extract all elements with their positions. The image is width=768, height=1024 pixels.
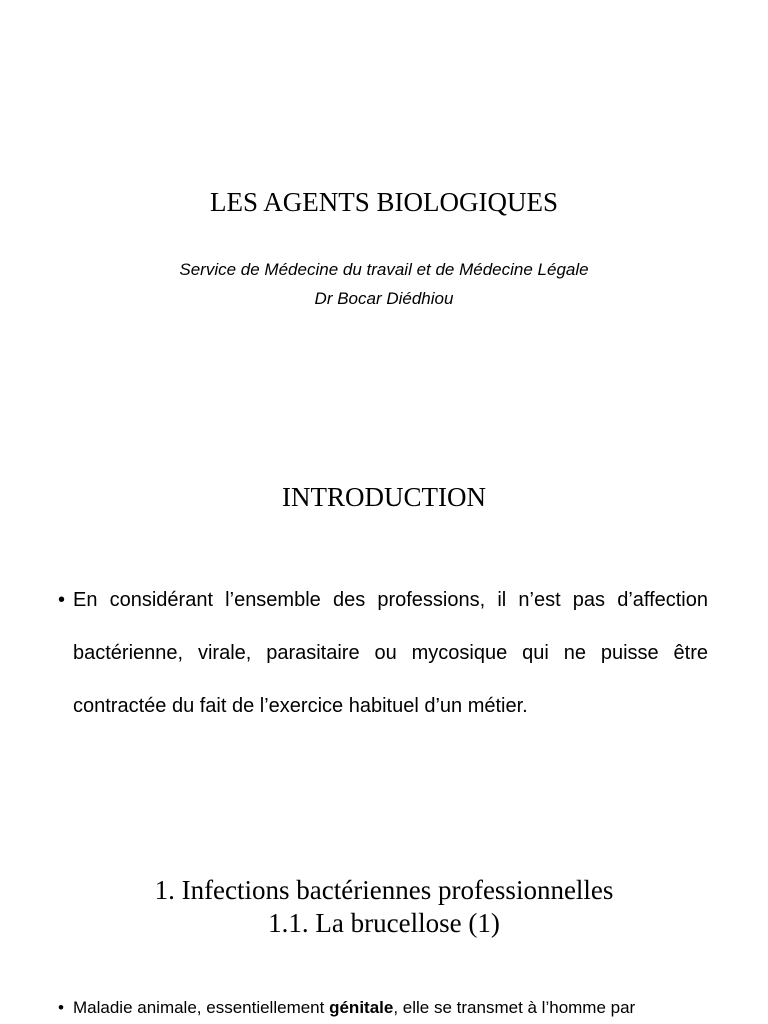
brucellose-text-bold: génitale	[329, 998, 394, 1017]
brucellose-text-end: , elle se transmet à l’homme par	[393, 998, 636, 1017]
introduction-bullet	[58, 574, 708, 733]
brucellose-bullet	[58, 996, 718, 1020]
service-subtitle: Service de Médecine du travail et de Médecine Légale	[179, 260, 589, 279]
author-subtitle: Dr Bocar Diédhiou	[314, 289, 454, 308]
introduction-text: En considérant l’ensemble des professions, il n’est pas d’affection bactérienne, virale, parasitaire ou mycosique qui ne puisse être contractée du fait de l’exercice habituel d’un métier.	[73, 589, 708, 717]
bullet-icon: •	[58, 589, 66, 611]
document-title: LES AGENTS BIOLOGIQUES	[210, 187, 558, 217]
section-heading: 1. Infections bactériennes professionnelles	[154, 875, 614, 905]
section-subheading: 1.1. La brucellose (1)	[268, 908, 500, 938]
bullet-icon: •	[58, 998, 64, 1017]
brucellose-text	[73, 996, 718, 1020]
brucellose-text-start: Maladie animale, essentiellement	[73, 998, 330, 1017]
introduction-heading: INTRODUCTION	[282, 482, 486, 512]
